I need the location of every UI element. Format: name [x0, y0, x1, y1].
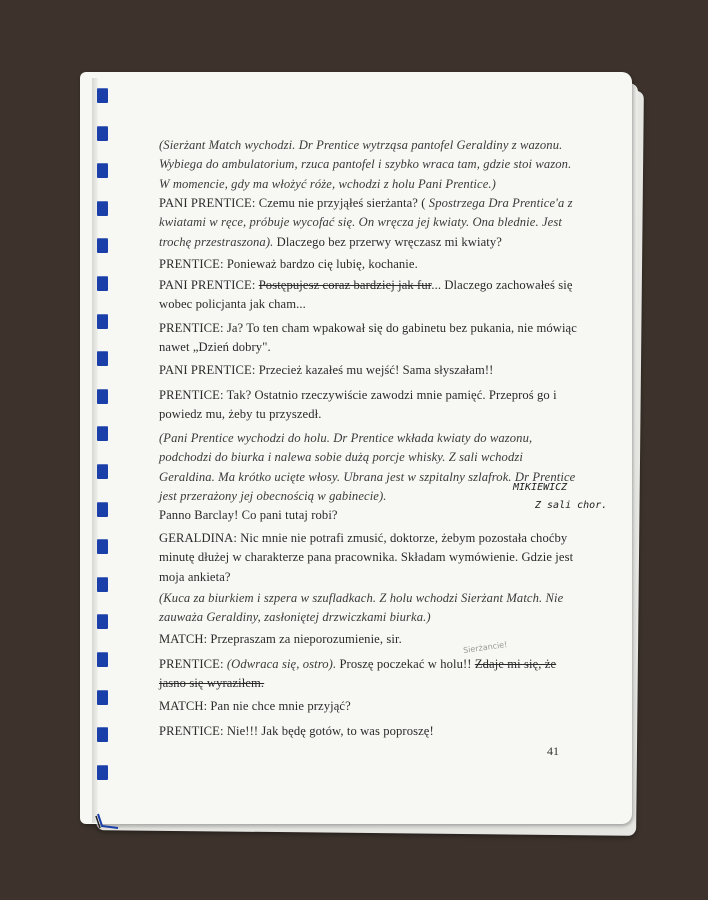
binding-hole — [97, 389, 108, 404]
page-number: 41 — [547, 744, 559, 758]
handwritten-note-faint: Sierżancie! — [462, 639, 508, 656]
dialogue-line — [159, 276, 581, 315]
binding-hole — [97, 765, 108, 780]
dialogue-text: PANI PRENTICE: Przecież kazałeś mu wejść! Sama słyszałam!! — [159, 363, 494, 377]
dialogue-line — [159, 194, 581, 252]
binding-hole — [97, 652, 108, 667]
binding-clip-icon — [94, 812, 124, 830]
dialogue-line — [159, 319, 581, 358]
binding-hole — [97, 163, 108, 178]
dialogue-text: PRENTICE: Tak? Ostatnio rzeczywiście zawodzi mnie pamięć. Przeproś go i powiedz mu, żeby tu przyszedł. — [159, 388, 557, 422]
dialogue-text: PRENTICE: Nie!!! Jak będę gotów, to was poproszę! — [159, 724, 434, 738]
binding-hole — [97, 577, 108, 592]
stage-direction-text: (Sierżant Match wychodzi. Dr Prentice wytrząsa pantofel Geraldiny z wazonu. Wybiega do ambulatorium, rzuca pantofel i szybko wraca tam, gdzie stoi wazon. W momencie, gdy ma włożyć róże, wchodzi z holu Pani Prentice.) — [159, 138, 572, 191]
dialogue-text: MATCH: Pan nie chce mnie przyjąć? — [159, 699, 351, 713]
dialogue-line — [159, 529, 581, 587]
dialogue-line — [159, 361, 581, 380]
dialogue-text: Proszę poczekać w holu!! — [336, 657, 475, 671]
stage-direction-text: (Pani Prentice wychodzi do holu. Dr Prentice wkłada kwiaty do wazonu, podchodzi do biurka i nalewa sobie dużą porcje whisky. Z sali wchodzi Geraldina. Ma krótko ucięte włosy. Ubrana jest w szpitalny szlafrok. Dr Prentice jest przerażony jej obecnością w gabinecie). — [159, 431, 576, 503]
dialogue-line — [159, 697, 581, 716]
struck-text: Postępujesz coraz bardziej jak fur — [258, 278, 432, 292]
dialogue-text: PRENTICE: Ja? To ten cham wpakował się do gabinetu bez pukania, nie mówiąc nawet „Dzień dobry". — [159, 321, 577, 355]
dialogue-line — [159, 255, 581, 274]
binding-hole — [97, 464, 108, 479]
binding-hole — [97, 502, 108, 517]
dialogue-line — [159, 630, 581, 649]
binding-hole — [97, 126, 108, 141]
binding-hole — [97, 238, 108, 253]
binding-hole — [97, 614, 108, 629]
stage-direction-text: (Odwraca się, ostro). — [226, 657, 337, 671]
binding-hole — [97, 426, 108, 441]
binding-hole — [97, 314, 108, 329]
struck-text: Zdaje mi się, że jasno się wyraziłem. — [159, 657, 557, 691]
stage-direction — [159, 136, 581, 194]
stage-direction — [159, 589, 581, 628]
dialogue-text: GERALDINA: Nic mnie nie potrafi zmusić, doktorze, żebym pozostała choćby minutę dłużej w charakterze pana pracownika. Składam wymówienie. Gdzie jest moja ankieta? — [159, 531, 574, 584]
handwritten-note-room: Z sali chor. — [535, 500, 608, 511]
binding-hole — [97, 539, 108, 554]
binding-hole — [97, 201, 108, 216]
dialogue-text: MATCH: Przepraszam za nieporozumienie, sir. — [159, 632, 402, 646]
binding-hole — [97, 351, 108, 366]
dialogue-line — [159, 386, 581, 425]
stage-direction — [159, 429, 581, 506]
binding-hole — [97, 276, 108, 291]
dialogue-text: Dlaczego bez przerwy wręczasz mi kwiaty? — [273, 234, 502, 249]
binding-hole — [97, 88, 108, 103]
dialogue-text: ... Dlaczego zachowałeś się wobec policjanta jak cham... — [159, 278, 573, 312]
dialogue-line — [159, 722, 581, 741]
dialogue-text: PANI PRENTICE: Czemu nie przyjąłeś sierżanta? ( — [159, 196, 429, 210]
dialogue-text: PRENTICE: — [159, 657, 227, 671]
stage-direction-text: (Kuca za biurkiem i szpera w szufladkach. Z holu wchodzi Sierżant Match. Nie zauważa Geraldiny, zasłoniętej drzwiczkami biurka.) — [159, 591, 564, 625]
binding-hole — [97, 690, 108, 705]
dialogue-line — [159, 655, 581, 694]
dialogue-text: Panno Barclay! Co pani tutaj robi? — [159, 508, 338, 522]
handwritten-note-name: MIKIEWICZ — [513, 482, 568, 493]
stage-direction-text: Spostrzega Dra Prentice'a z kwiatami w ręce, próbuje wycofać się. On wręcza jej kwiaty. Ona blednie. Jest trochę przestraszona). — [159, 196, 573, 249]
binding-strip — [92, 78, 98, 823]
binding-hole — [97, 727, 108, 742]
dialogue-line — [159, 506, 581, 525]
dialogue-text: PANI PRENTICE: — [159, 278, 259, 292]
dialogue-text: PRENTICE: Ponieważ bardzo cię lubię, kochanie. — [159, 257, 418, 271]
